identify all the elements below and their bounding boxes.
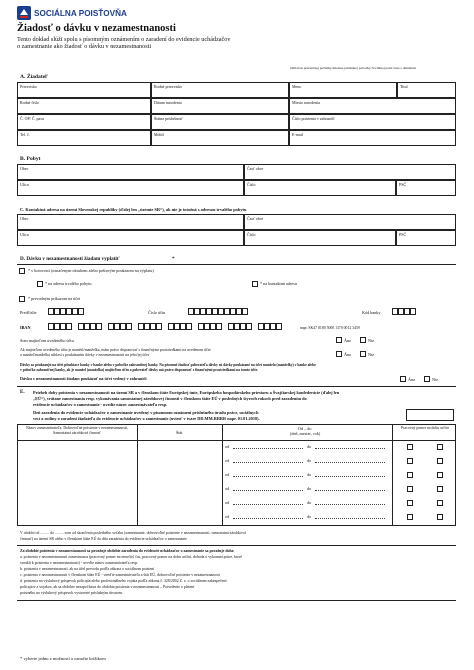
fixed-no-checkbox[interactable] [437,514,443,520]
field-b-street[interactable] [17,180,244,196]
field-label: Rodné číslo [20,100,39,105]
fixed-no-checkbox[interactable] [437,472,443,478]
prefix-boxes[interactable] [48,308,86,315]
option-address-label: * na adresu trvalého pobytu [45,281,92,286]
notes-item: c. poistenia v nezamestnanosti v členskom štáte EÚ - uveďte zamestnávateľa a štát EÚ, dobrovoľné poistenie v nezamestnanosti [20,573,220,577]
account-label: Číslo účtu [148,310,166,315]
row-from-label: od [225,514,230,519]
bank-boxes[interactable] [392,308,416,315]
logo [17,6,137,20]
table-row[interactable] [17,496,456,510]
owner-yes-label: Áno [344,338,352,343]
field-label: Mobil [154,132,164,137]
notes-heading: Za obdobie poistenia v nezamestnanosti sa považuje obdobie zaradenia do evidencie uchádzačov o zamestnanie sa považuje doba [20,549,234,553]
field-b-city-part[interactable] [244,164,456,180]
field-b-city[interactable] [17,164,244,180]
field-c-number[interactable] [244,230,396,246]
option-cash-label: * v hotovosti (označenym okruhom alebo poštovým poukazom na výplatu) [28,268,154,273]
account-boxes[interactable] [188,308,248,315]
fixed-no-checkbox[interactable] [437,458,443,464]
field-label: Časť obce [247,166,264,171]
iban-example: napr. SK47 8180 5000 1370 0012 3459 [300,326,360,330]
field-birth-surname[interactable] [151,82,289,98]
checkbox-address[interactable] [37,281,43,287]
iban-boxes[interactable] [48,323,294,330]
logo-text: SOCIÁLNA POISŤOVŇA [34,9,127,18]
owner-question: Som majiteľom uvedeného účtu [20,338,74,343]
section-d-title: D. Dávku v nezamestnanosti žiadam vyplatiť [20,256,120,262]
field-name[interactable] [289,82,397,98]
section-d-title-mark: * [172,256,175,262]
iban-label: IBAN [20,325,31,330]
stamp-note: Odtlačok prezenčnej pečiatky miestne príslušnej pobočky Sociálnej poisťovne s dátumom [290,66,417,70]
spouse-note-1b: a manžel/manželka súhlasí s poukázaním dávky v nezamestnanosti na jeho/jej účet [20,353,149,357]
fixed-yes-checkbox[interactable] [407,486,413,492]
spouse-note-1: Ak majiteľom uvedeného účtu je manžel/manželka, mám právo disponovať s finančnými prostriedkami na uvedenom účte [20,348,211,352]
row-from-label: od [225,472,230,477]
owner-yes-checkbox[interactable] [336,337,342,343]
field-label: Č. OP/ Č. pasu [20,116,44,121]
section-e-line-4: Deň zaradenia do evidencie uchádzačov o zamestnanie uvedený v písomnom oznámení príslušného úradu práce, sociálnych [33,410,259,415]
spouse-yes-label: Áno [344,352,352,357]
field-label: Štátna príslušnosť [154,116,183,121]
field-label: Tel. č. [20,132,30,137]
bank-note-1: Dávky sa poukazujú na účet pôsobiace banky v banke alebo v pobočke zahraničnej banky. Na písomné žiadosť poberateľa dávky sú dávky poukázané na účet manžela (manželky) v banke alebo [20,363,316,367]
field-label: Obec [20,216,29,221]
fixed-no-checkbox[interactable] [437,486,443,492]
fixed-yes-checkbox[interactable] [407,514,413,520]
field-label: E-mail [292,132,303,137]
field-title[interactable] [397,82,456,98]
table-row[interactable] [17,482,456,496]
fixed-yes-checkbox[interactable] [407,444,413,450]
field-citizenship[interactable] [151,114,289,130]
abroad-yes-checkbox[interactable] [400,376,406,382]
field-label: Obec [20,166,29,171]
field-label: Číslo poistenia v zahraničí [292,116,335,121]
fixed-yes-checkbox[interactable] [407,472,413,478]
abroad-no-label: Nie [432,377,439,382]
spouse-yes-checkbox[interactable] [336,351,342,357]
notes-item: policajtov a vojakov, ak sa obdobie nezapočítava do obdobia poistenia v nezamestnanosti – Potvrdenie o platení [20,585,195,589]
footnote: * vyberte jednu z možností a označte krížikom [20,656,106,661]
field-email[interactable] [289,130,456,146]
field-mobile[interactable] [151,130,289,146]
section-b-title: B. Pobyt [20,156,41,162]
fixed-yes-checkbox[interactable] [407,458,413,464]
registration-date-box[interactable] [406,409,454,421]
row-from-label: od [225,500,230,505]
abroad-yes-label: Áno [408,377,416,382]
field-birth-number[interactable] [17,98,151,114]
field-label: Časť obce [247,216,264,221]
section-e-line-1: Priebeh doby poistenia v nezamestnanosti na území SR a v členskom štáte Európskej únie, Európskeho hospodárskeho priestoru a Švajčiarskej konfederácie (ďalej len [33,390,340,395]
field-surname[interactable] [17,82,151,98]
row-to-label: do [307,514,312,519]
bank-note-2: v pobočke zahraničnej banky, ak je manžel (manželka) majiteľom účtu a poberateľ dávky má právo disponovať s finančnými prostriedkami na tomto účte. [20,368,259,372]
row-to-label: do [307,444,312,449]
col-state: Štát [176,430,183,435]
option-contact-label: * na kontaktnú adresu [260,281,297,286]
fixed-no-checkbox[interactable] [437,444,443,450]
notes-item: poistného na výsluhový príspevok vystavené príslušným útvarom. [20,591,123,595]
field-label: PSČ [399,182,407,187]
checkbox-account[interactable] [19,296,25,302]
notes-item: a. poistenia v nezamestnanosti zamestnanca (pracovný pomer na neurčitý čas, pracovný pomer na dobu určitú, dohoda o vykonaní práce, ktoré [20,555,243,559]
bank-label: Kód banky [362,310,381,315]
row-to-label: do [307,458,312,463]
field-phone[interactable] [17,130,151,146]
checkbox-contact[interactable] [252,281,258,287]
field-label: PSČ [399,232,407,237]
col-employer: Názov zamestnávateľa, Dobrovoľné poistenie v nezamestnanosti, Samostatná zárobková činnosť [25,426,128,435]
field-c-city-part[interactable] [244,214,456,230]
option-account-label: * prevodným príkazom na účet [28,296,81,301]
notes-item: b. poistenia v nezamestnanosti, ak na účel prevodu podľa zákona o sociálnom poistení [20,567,155,571]
table-row[interactable] [17,440,456,454]
field-c-street[interactable] [17,230,244,246]
period-footer-1: V období od ......... do ......... som od skončenia posledného vzťahu (zamestnanie, dobrovoľné poistenie v nezamestnanosti, samostatná zárobková [20,531,246,535]
subtitle-line-1: Tento doklad slúži spolu s písomným oznámením o zaradení do evidencie uchádzačov [17,36,231,43]
owner-no-label: Nie [368,338,375,343]
abroad-question: Dávku v nezamestnanosti žiadam poukázať na účet vedený v zahraničí [20,376,147,381]
field-label: Priezvisko [20,84,37,89]
prefix-label: Predčíslie [20,310,37,315]
spouse-no-checkbox[interactable] [360,351,366,357]
owner-no-checkbox[interactable] [360,337,366,343]
fixed-yes-checkbox[interactable] [407,500,413,506]
section-e-title: E. [20,390,25,395]
field-b-number[interactable] [244,180,396,196]
row-from-label: od [225,444,230,449]
field-label: Číslo [247,232,256,237]
section-c-title: C. Kontaktná adresa na území Slovenskej republiky (ďalej len „územie SR“), ak nie je totožná s adresou trvalého pobytu [20,207,247,212]
field-birth-date[interactable] [151,98,289,114]
row-from-label: od [225,486,230,491]
field-label: Titul [400,84,408,89]
section-a-title: A. Žiadateľ [20,74,48,80]
period-footer-2: činnosť) na území SR alebo v členskom štáte EÚ do dňa zaradenia do evidencie uchádzačov o zamestnanie [20,537,187,541]
col-fixed-term: Pracovný pomer na dobu určitú [401,426,449,430]
field-id-card[interactable] [17,114,151,130]
notes-item: vznikli k poisteniu v nezamestnanosti) - uveďte názov zamestnávateľa resp. [20,561,138,565]
table-row[interactable] [17,510,456,524]
field-label: Dátum narodenia [154,100,182,105]
logo-mark-icon [17,6,31,20]
stamp-area [290,14,456,61]
field-c-city[interactable] [17,214,244,230]
row-to-label: do [307,486,312,491]
field-birth-place[interactable] [289,98,456,114]
field-label: Ulica [20,232,29,237]
page-title: Žiadosť o dávku v nezamestnanosti [17,23,176,34]
table-row[interactable] [17,454,456,468]
row-to-label: do [307,472,312,477]
field-label: Ulica [20,182,29,187]
row-from-label: od [225,458,230,463]
section-e-line-3: evidencie uchádzačov o zamestnanie - uvedte názov zamestnávateľa resp. [33,402,168,407]
field-label: Meno [292,84,302,89]
row-to-label: do [307,500,312,505]
field-c-zip[interactable] [396,230,456,246]
col-period: Od – do [298,426,312,431]
checkbox-cash[interactable] [19,268,25,274]
abroad-no-checkbox[interactable] [424,376,430,382]
field-label: Rodné priezvisko [154,84,183,89]
field-b-zip[interactable] [396,180,456,196]
field-foreign-insurance[interactable] [289,114,456,130]
subtitle-line-2: o zamestnanie ako žiadosť o dávku v nezamestnanosti [17,43,152,50]
section-e-line-5: vecí a rodiny o zaradení žiadateľa do evidencie uchádzačov o zamestnanie (uviesť v tvare DD.MM.RRRR napr. 01.01.2018). [33,416,260,421]
table-row[interactable] [17,468,456,482]
section-e-line-2: „EÚ“), vrátane zamestnania resp. vykonávania samostatnej zárobkovej činnosti v členskom štáte EÚ v posledných štyroch rokoch pred zaradením do [33,396,307,401]
spouse-no-label: Nie [368,352,375,357]
field-label: Číslo [247,182,256,187]
fixed-no-checkbox[interactable] [437,500,443,506]
notes-item: d. poistenia na výsluhový príspevok policajta alebo profesionálneho vojaka podľa zákona č. 328/2002 Z. z. o sociálnom zabezpečení [20,579,227,583]
field-label: Miesto narodenia [292,100,320,105]
col-period-sub: (deň, mesiac, rok) [290,431,321,436]
